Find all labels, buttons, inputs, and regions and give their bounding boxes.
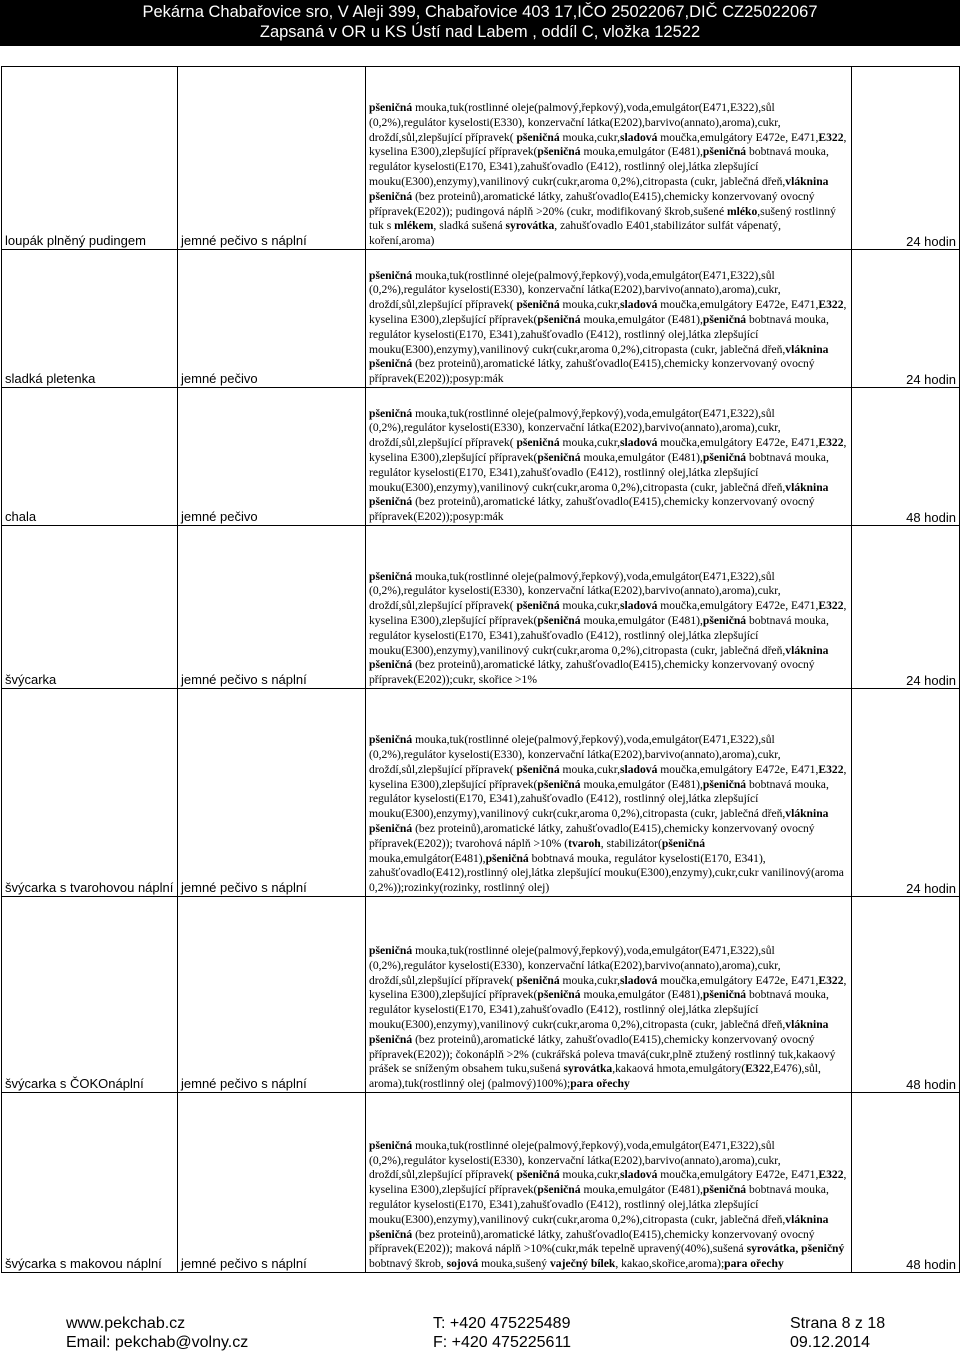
product-name: švýcarka s makovou náplní xyxy=(2,1093,178,1273)
ingredient-text: , kyselina E300),zlepšující přípravek( xyxy=(369,436,847,465)
ingredient-text: pšeničná xyxy=(369,406,413,420)
ingredient-text: mouka,emulgátor (E481), xyxy=(580,777,703,791)
ingredient-text: mouka,cukr, xyxy=(559,130,621,144)
ingredient-text: pšeničná xyxy=(369,101,413,115)
product-name: švýcarka s ČOKOnáplní xyxy=(2,897,178,1093)
product-ingredients xyxy=(366,897,852,1093)
ingredient-text: bobtnavá mouka, regulátor kyselosti(E170, E341),zahušťovadlo (E412), rostlinný olej,látka zlepšující mouku(E300),enzymy),vanilinový cukr(cukr,aroma 0,2%),citropasta (cukr, jablečná dřeň, xyxy=(369,1183,829,1226)
ingredient-text: pšeničná xyxy=(702,777,747,791)
ingredient-text: pšeničná xyxy=(702,313,747,327)
footer-web-link[interactable]: www.pekchab.cz xyxy=(66,1315,186,1332)
ingredient-text: mouka,emulgátor(E481), xyxy=(369,851,486,865)
product-name: loupák plněný pudingem xyxy=(2,67,178,250)
shelf-life: 24 hodin xyxy=(852,689,960,897)
ingredient-text: ; tvarohová náplň >10% ( xyxy=(449,836,569,850)
ingredient-text: (bez proteinů),aromatické látky, zahušťovadlo(E415),chemicky konzervovaný ovocný přípravek(E202)) xyxy=(369,189,815,218)
ingredient-text: para ořechy xyxy=(570,1077,630,1091)
ingredient-text: mouka,tuk(rostlinné oleje(palmový,řepkový),voda,emulgátor(E471,E322),sůl (0,2%),regulátor kyselosti(E330), konzervační látka(E202),barvivo(annato),aroma),cukr, droždí,sůl,zlepšující přípravek( xyxy=(369,569,781,613)
ingredient-text: pšeničná xyxy=(369,944,413,958)
ingredient-text: syrovátka xyxy=(563,1062,613,1076)
product-category: jemné pečivo s náplní xyxy=(178,67,366,250)
company-registration-line: Zapsaná v OR u KS Ústí nad Labem , oddíl C, vložka 12522 xyxy=(259,23,701,41)
product-name: švýcarka xyxy=(2,526,178,689)
ingredient-text: vláknina pšeničná xyxy=(369,342,829,371)
ingredient-text: moučka,emulgátory E472e, E471, xyxy=(657,298,819,312)
ingredient-text: mouka,cukr, xyxy=(559,298,621,312)
ingredient-text: sladová xyxy=(620,599,658,613)
ingredient-text: ; maková náplň >10%(cukr,mák tepelně upravený(40%),sušená xyxy=(449,1242,747,1256)
ingredient-text: ,sušený rostlinný tuk s xyxy=(369,204,836,233)
ingredient-text: mouka,tuk(rostlinné oleje(palmový,řepkový),voda,emulgátor(E471,E322),sůl (0,2%),regulátor kyselosti(E330), konzervační látka(E202),barvivo(annato),aroma),cukr, droždí,sůl,zlepšující přípravek( xyxy=(369,1138,781,1182)
ingredient-text: pšeničná xyxy=(537,451,581,465)
ingredient-text: ,kakaová hmota,emulgátory( xyxy=(612,1062,746,1076)
ingredient-text: mouka,tuk(rostlinné oleje(palmový,řepkový),voda,emulgátor(E471,E322),sůl (0,2%),regulátor kyselosti(E330), konzervační látka(E202),barvivo(annato),aroma),cukr, droždí,sůl,zlepšující přípravek( xyxy=(369,406,781,450)
ingredient-text: mouka,emulgátor (E481), xyxy=(580,313,703,327)
ingredient-text: vláknina pšeničná xyxy=(369,480,829,509)
product-ingredients xyxy=(366,388,852,526)
ingredient-text: pšeničná xyxy=(702,451,747,465)
ingredient-text: ; čokonáplň >2% (cukrářská poleva tmavá(cukr,plně ztužený rostlinný tuk,kakaový prášek se sníženým obsahem tuku,sušená xyxy=(369,1047,836,1076)
ingredient-text: E322 xyxy=(818,298,844,312)
ingredient-text: pšeničná xyxy=(516,762,560,776)
company-address-line: Pekárna Chabařovice sro, V Aleji 399, Chabařovice 403 17,IČO 25022067,DIČ CZ25022067 xyxy=(142,3,818,21)
ingredient-text: moučka,emulgátory E472e, E471, xyxy=(657,1168,819,1182)
footer-phone: T: +420 475225489 xyxy=(433,1315,571,1332)
ingredient-text: vláknina pšeničná xyxy=(369,1018,829,1046)
ingredient-text: mouka,emulgátor (E481), xyxy=(580,1183,703,1197)
ingredient-text: pšeničná xyxy=(702,145,747,159)
ingredient-text: pšeničná xyxy=(516,298,560,312)
table-row xyxy=(2,67,960,250)
product-category: jemné pečivo s náplní xyxy=(178,526,366,689)
product-name: sladká pletenka xyxy=(2,250,178,388)
ingredient-text: mouka,tuk(rostlinné oleje(palmový,řepkový),voda,emulgátor(E471,E322),sůl (0,2%),regulátor kyselosti(E330), konzervační látka(E202),barvivo(annato),aroma),cukr, droždí,sůl,zlepšující přípravek( xyxy=(369,733,781,776)
ingredient-text: pšeničná xyxy=(369,733,413,747)
ingredient-text: pšeničná xyxy=(516,599,560,613)
ingredient-text: , kyselina E300),zlepšující přípravek( xyxy=(369,298,847,327)
ingredient-text: vláknina pšeničná xyxy=(369,643,829,672)
ingredient-text: sladová xyxy=(620,130,658,144)
ingredient-text: moučka,emulgátory E472e, E471, xyxy=(657,599,819,613)
ingredient-text: mouka,tuk(rostlinné oleje(palmový,řepkový),voda,emulgátor(E471,E322),sůl (0,2%),regulátor kyselosti(E330), konzervační látka(E202),barvivo(annato),aroma),cukr, droždí,sůl,zlepšující přípravek( xyxy=(369,268,781,312)
ingredient-text: pšeničná xyxy=(702,614,747,628)
product-category: jemné pečivo s náplní xyxy=(178,897,366,1093)
product-name: chala xyxy=(2,388,178,526)
product-table xyxy=(1,66,960,1273)
ingredient-text: , kyselina E300),zlepšující přípravek( xyxy=(369,130,847,159)
ingredient-text: syrovátka, pšeničný xyxy=(746,1242,845,1256)
ingredient-text: , kyselina E300),zlepšující přípravek( xyxy=(369,1168,847,1197)
ingredient-text: bobtnavý škrob, xyxy=(369,1257,447,1271)
ingredient-text: pšeničná xyxy=(661,836,706,850)
ingredient-text: pšeničná xyxy=(516,1168,560,1182)
ingredient-text: moučka,emulgátory E472e, E471, xyxy=(657,973,819,987)
ingredient-text: vaječný bílek xyxy=(549,1257,616,1271)
ingredient-text: pšeničná xyxy=(537,313,581,327)
ingredient-text: pšeničná xyxy=(369,268,413,282)
ingredient-text: vláknina pšeničná xyxy=(369,807,829,836)
ingredient-text: pšeničná xyxy=(516,130,560,144)
ingredient-text: sladová xyxy=(620,973,658,987)
ingredient-text: , zahušťovadlo E401,stabilizátor sulfát vápenatý, koření,aroma) xyxy=(369,219,782,248)
ingredient-text: bobtnavá mouka, regulátor kyselosti(E170, E341),zahušťovadlo (E412), rostlinný olej,látka zlepšující mouku(E300),enzymy),vanilinový cukr(cukr,aroma 0,2%),citropasta (cukr, jablečná dřeň, xyxy=(369,451,829,494)
page-footer xyxy=(0,1314,960,1354)
ingredient-text: bobtnavá mouka, regulátor kyselosti(E170, E341),zahušťovadlo (E412), rostlinný olej,látka zlepšující mouku(E300),enzymy),vanilinový cukr(cukr,aroma 0,2%),citropasta (cukr, jablečná dřeň, xyxy=(369,313,829,356)
ingredient-text: tvaroh xyxy=(568,836,601,850)
ingredient-text: ;posyp:mák xyxy=(449,372,504,386)
ingredient-text: , sladká sušená xyxy=(433,219,506,233)
ingredient-text: E322 xyxy=(818,1168,844,1182)
product-ingredients xyxy=(366,689,852,897)
product-category: jemné pečivo s náplní xyxy=(178,689,366,897)
table-row xyxy=(2,526,960,689)
ingredient-text: mouka,cukr, xyxy=(559,762,621,776)
ingredient-text: bobtnavá mouka, regulátor kyselosti(E170, E341),zahušťovadlo (E412), rostlinný olej,látka zlepšující mouku(E300),enzymy),vanilinový cukr(cukr,aroma 0,2%),citropasta (cukr, jablečná dřeň, xyxy=(369,145,829,189)
ingredient-text: moučka,emulgátory E472e, E471, xyxy=(657,762,819,776)
footer-date: 09.12.2014 xyxy=(790,1334,871,1351)
ingredient-text: vláknina pšeničná xyxy=(369,175,829,203)
ingredient-text: E322 xyxy=(818,130,844,144)
ingredient-text: mouka,emulgátor (E481), xyxy=(580,451,703,465)
product-ingredients xyxy=(366,250,852,388)
ingredient-text: , kakao,skořice,aroma); xyxy=(615,1257,725,1271)
ingredient-text: mouka,emulgátor (E481), xyxy=(580,145,703,159)
table-row xyxy=(2,1093,960,1273)
shelf-life: 24 hodin xyxy=(852,67,960,250)
ingredient-text: , stabilizátor( xyxy=(600,836,662,850)
ingredient-text: bobtnavá mouka, regulátor kyselosti(E170, E341),zahušťovadlo (E412), rostlinný olej,látka zlepšující mouku(E300),enzymy),vanilinový cukr(cukr,aroma 0,2%),citropasta (cukr, jablečná dřeň, xyxy=(369,988,829,1032)
table-row xyxy=(2,388,960,526)
ingredient-text: pšeničná xyxy=(702,1183,747,1197)
ingredient-text: (bez proteinů),aromatické látky, zahušťovadlo(E415),chemicky konzervovaný ovocný přípravek(E202)) xyxy=(369,822,815,850)
ingredient-text: moučka,emulgátory E472e, E471, xyxy=(657,436,819,450)
ingredient-text: mouka,tuk(rostlinné oleje(palmový,řepkový),voda,emulgátor(E471,E322),sůl (0,2%),regulátor kyselosti(E330), konzervační látka(E202),barvivo(annato),aroma),cukr, droždí,sůl,zlepšující přípravek( xyxy=(369,944,781,987)
ingredient-text: mouka,emulgátor (E481), xyxy=(580,614,703,628)
ingredient-text: E322 xyxy=(818,973,844,987)
ingredient-text: mouka,cukr, xyxy=(559,436,621,450)
ingredient-text: mléko xyxy=(727,204,758,218)
ingredient-text: pšeničná xyxy=(537,1183,581,1197)
ingredient-text: mouka,cukr, xyxy=(559,973,621,987)
table-row xyxy=(2,250,960,388)
ingredient-text: pšeničná xyxy=(537,614,581,628)
ingredient-text: pšeničná xyxy=(537,988,581,1002)
ingredient-text: mouka,emulgátor (E481), xyxy=(580,988,703,1002)
footer-fax: F: +420 475225611 xyxy=(433,1334,572,1351)
ingredient-text: pšeničná xyxy=(702,988,747,1002)
ingredient-text: (bez proteinů),aromatické látky, zahušťovadlo(E415),chemicky konzervovaný ovocný přípravek(E202)) xyxy=(369,658,815,687)
footer-page-number: Strana 8 z 18 xyxy=(790,1315,886,1332)
ingredient-text: (bez proteinů),aromatické látky, zahušťovadlo(E415),chemicky konzervovaný ovocný přípravek(E202)) xyxy=(369,1227,815,1256)
ingredient-text: , kyselina E300),zlepšující přípravek( xyxy=(369,973,847,1002)
shelf-life: 24 hodin xyxy=(852,526,960,689)
ingredient-text: E322 xyxy=(818,599,844,613)
ingredient-text: sladová xyxy=(620,762,658,776)
ingredient-text: mouka,cukr, xyxy=(559,1168,621,1182)
ingredient-text: (bez proteinů),aromatické látky, zahušťovadlo(E415),chemicky konzervovaný ovocný přípravek(E202)) xyxy=(369,357,815,386)
ingredient-text: E322 xyxy=(745,1062,771,1076)
product-category: jemné pečivo xyxy=(178,388,366,526)
ingredient-text: sojová xyxy=(446,1257,479,1271)
product-ingredients xyxy=(366,67,852,250)
ingredient-text: ;cukr, skořice >1% xyxy=(449,673,538,687)
table-row xyxy=(2,897,960,1093)
shelf-life: 48 hodin xyxy=(852,897,960,1093)
shelf-life: 48 hodin xyxy=(852,1093,960,1273)
ingredient-text: E322 xyxy=(818,436,844,450)
table-row xyxy=(2,689,960,897)
ingredient-text: pšeničná xyxy=(516,973,560,987)
ingredient-text: mouka,tuk(rostlinné oleje(palmový,řepkový),voda,emulgátor(E471,E322),sůl (0,2%),regulátor kyselosti(E330), konzervační látka(E202),barvivo(annato),aroma),cukr, droždí,sůl,zlepšující přípravek( xyxy=(369,101,781,144)
ingredient-text: , kyselina E300),zlepšující přípravek( xyxy=(369,599,847,628)
product-category: jemné pečivo xyxy=(178,250,366,388)
footer-email[interactable]: Email: pekchab@volny.cz xyxy=(66,1334,249,1351)
ingredient-text: sladová xyxy=(620,298,658,312)
ingredient-text: (bez proteinů),aromatické látky, zahušťovadlo(E415),chemicky konzervovaný ovocný přípravek(E202)) xyxy=(369,495,815,524)
ingredient-text: ,E476),sůl, aroma),tuk(rostlinný olej (palmový)100%); xyxy=(369,1062,821,1091)
ingredient-text: pšeničná xyxy=(537,777,581,791)
ingredient-text: ; pudingová náplň >20% (cukr, modifikovaný škrob,sušené xyxy=(449,204,727,218)
shelf-life: 24 hodin xyxy=(852,250,960,388)
ingredient-text: vláknina pšeničná xyxy=(369,1212,829,1241)
ingredient-text: E322 xyxy=(818,762,844,776)
ingredient-text: pšeničná xyxy=(516,436,560,450)
ingredient-text: mouka,sušený xyxy=(478,1257,550,1271)
product-ingredients xyxy=(366,526,852,689)
ingredient-text: sladová xyxy=(620,1168,658,1182)
ingredient-text: moučka,emulgátory E472e, E471, xyxy=(657,130,819,144)
product-name: švýcarka s tvarohovou náplní xyxy=(2,689,178,897)
shelf-life: 48 hodin xyxy=(852,388,960,526)
ingredient-text: syrovátka xyxy=(505,219,555,233)
ingredient-text: pšeničná xyxy=(537,145,581,159)
product-ingredients xyxy=(366,1093,852,1273)
ingredient-text: mlékem xyxy=(394,219,434,233)
product-category: jemné pečivo s náplní xyxy=(178,1093,366,1273)
ingredient-text: pšeničná xyxy=(369,1138,413,1152)
ingredient-text: , kyselina E300),zlepšující přípravek( xyxy=(369,762,847,791)
ingredient-text: mouka,cukr, xyxy=(559,599,621,613)
ingredient-text: pšeničná xyxy=(369,569,413,583)
ingredient-text: ;posyp:mák xyxy=(449,510,504,524)
ingredient-text: para ořechy xyxy=(724,1257,784,1271)
ingredient-text: bobtnavá mouka, regulátor kyselosti(E170, E341),zahušťovadlo (E412), rostlinný olej,látka zlepšující mouku(E300),enzymy),vanilinový cukr(cukr,aroma 0,2%),citropasta (cukr, jablečná dřeň, xyxy=(369,777,829,821)
company-header xyxy=(0,0,960,46)
ingredient-text: pšeničná xyxy=(485,851,529,865)
ingredient-text: sladová xyxy=(620,436,658,450)
ingredient-text: bobtnavá mouka, regulátor kyselosti(E170, E341), zahušťovadlo(E412),rostlinný olej,látka zlepšující mouku(E300),enzymy),cukr,cukr vanilinový(aroma 0,2%));rozinky(rozinky, rostlinný olej) xyxy=(369,851,844,895)
ingredient-text: bobtnavá mouka, regulátor kyselosti(E170, E341),zahušťovadlo (E412), rostlinný olej,látka zlepšující mouku(E300),enzymy),vanilinový cukr(cukr,aroma 0,2%),citropasta (cukr, jablečná dřeň, xyxy=(369,614,829,657)
ingredient-text: (bez proteinů),aromatické látky, zahušťovadlo(E415),chemicky konzervovaný ovocný přípravek(E202)) xyxy=(369,1032,815,1061)
